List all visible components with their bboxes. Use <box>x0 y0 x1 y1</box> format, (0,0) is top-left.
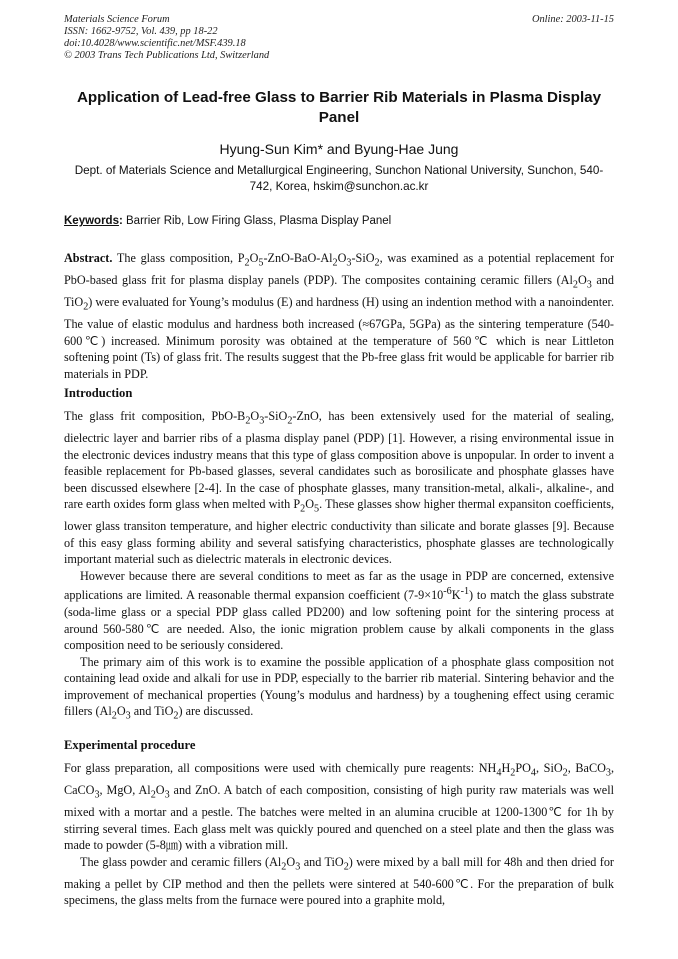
text: PO <box>515 761 531 775</box>
paragraph <box>64 654 614 726</box>
subscript: 2 <box>281 861 287 873</box>
text: and ZnO. A batch of each composition, consisting of high purity raw materials was well mixed with a mortar and a pestle. The batches were melted in an alumina crucible at 1200-1300℃ for 1h by stirring several times. Each glass melt was quickly poured and quenched on a steel plate and then the glass was made to powder (5-8㎛) with a vibration mill. <box>64 782 614 853</box>
subscript: 3 <box>346 257 352 269</box>
journal-header <box>64 14 614 62</box>
doi-line[interactable]: doi:10.4028/www.scientific.net/MSF.439.18 <box>64 38 246 49</box>
subscript: 2 <box>332 257 338 269</box>
abstract-text: ) were evaluated for Young’s modulus (E) and hardness (H) using an indention method with a nanoindenter. The value of elastic modulus and hardness both increased (≈67GPa, 5GPa) as the sintering temperature (540-600℃) increased. Minimum porosity was obtained at the temperature of 560℃ which is near Littleton softening point (Ts) of glass frit. The results suggest that the Pb-free glass frit would be applicable for barrier rib materials in PDP. <box>64 294 614 381</box>
subscript: 3 <box>164 789 170 801</box>
superscript: -6 <box>443 586 452 598</box>
subscript: 2 <box>572 279 578 291</box>
text: , CaCO <box>64 761 615 797</box>
text: O <box>305 497 315 512</box>
experimental-heading: Experimental procedure <box>64 738 196 752</box>
subscript: 3 <box>94 789 100 801</box>
text: The glass frit composition, PbO-B <box>64 409 246 423</box>
keywords-text: Barrier Rib, Low Firing Glass, Plasma Display Panel <box>122 215 392 227</box>
text: O <box>155 782 165 797</box>
superscript: -1 <box>460 586 470 598</box>
subscript: 3 <box>605 767 611 779</box>
subscript: 2 <box>300 503 306 515</box>
abstract-text: O <box>249 251 259 265</box>
affiliation: Dept. of Materials Science and Metallurgical Engineering, Sunchon National University, Sunchon, 540-742, Korea, hskim@sunchon.ac.kr <box>74 164 604 193</box>
subscript: 2 <box>287 415 293 427</box>
subscript: 4 <box>530 767 536 779</box>
issn-line: ISSN: 1662-9752, Vol. 439, pp 18-22 <box>64 26 218 37</box>
text: H <box>501 761 511 775</box>
paragraph <box>64 568 614 654</box>
text: O <box>250 409 260 423</box>
authors: Hyung-Sun Kim* and Byung-Hae Jung <box>219 141 459 157</box>
text: , SiO <box>536 761 563 775</box>
subscript: 2 <box>510 767 516 779</box>
subscript: 2 <box>83 301 89 313</box>
subscript: 2 <box>562 767 568 779</box>
subscript: 2 <box>244 257 250 269</box>
subscript: 2 <box>374 257 380 269</box>
text: The primary aim of this work is to examine the possible application of a phosphate glass composition not containing lead oxide and alkali for use in PDP, especially to the barrier rib material. Sintering behavior and the improvement of mechanical properties (Young’s modulus and hardness) by a toughening effect using ceramic fillers (Al <box>64 654 614 719</box>
text: However because there are several conditions to meet as far as the usage in PDP are concerned, extensive applications are limited. A reasonable thermal expansion coefficient (7-9×10 <box>64 568 614 603</box>
text: . These glasses show higher thermal expansiton coefficients, lower glass transiton temperature, and higher electric conductivity than silicate and borate glasses [9]. Because of this easy glass forming ability and several satisfying characteristics, phosphate glasses are technologically important material such as dielectric materals in electronic devices. <box>64 497 614 567</box>
keywords-label: Keywords <box>64 215 119 227</box>
copyright-line: © 2003 Trans Tech Publications Ltd, Switzerland <box>64 50 270 61</box>
paragraph <box>64 408 614 568</box>
subscript: 3 <box>259 415 265 427</box>
subscript: 3 <box>125 710 131 722</box>
subscript: 2 <box>245 415 251 427</box>
text: K <box>451 588 461 603</box>
abstract-text: O <box>337 251 347 265</box>
keywords <box>64 213 614 229</box>
text: ) were mixed by a ball mill for 48h and then dried for making a pellet by CIP method and then the pellets were sintered at 540-600℃. For the preparation of bulk specimens, the glass melts from the furnace were poured into a graphite mold, <box>64 854 614 908</box>
text: and TiO <box>130 704 174 719</box>
experimental-section <box>64 760 614 909</box>
text: The glass powder and ceramic fillers (Al <box>80 854 282 869</box>
subscript: 2 <box>150 789 156 801</box>
text: , MgO, Al <box>99 782 151 797</box>
introduction-section <box>64 408 614 725</box>
journal-name: Materials Science Forum <box>64 14 170 25</box>
text: and TiO <box>300 854 344 869</box>
subscript: 3 <box>295 861 301 873</box>
text: -SiO <box>264 409 288 423</box>
text: , BaCO <box>567 761 606 775</box>
subscript: 5 <box>258 257 264 269</box>
text: ) are discussed. <box>178 704 254 719</box>
abstract-text: The glass composition, P <box>112 251 245 265</box>
abstract-text: and TiO <box>64 272 614 309</box>
text: -ZnO, has been extensively used for the material of sealing, dielectric layer and barrier ribs of a plasma display panel (PDP) [1]. However, a rising environmental issue in the electronic devices industry means that this type of glass composition above is unpopular. In order to invent a feasible replacement for Pb-based glasses, several candidates such as borosilicate and phosphate glasses have been discussed elsewhere [2-4]. In the case of phosphate glasses, many transition-metal, alkali-, alkaline-, and rare earth oxides form glass when melted with P <box>64 409 614 512</box>
text: O <box>116 704 126 719</box>
subscript: 4 <box>496 767 502 779</box>
introduction-heading: Introduction <box>64 386 133 400</box>
online-date: Online: 2003-11-15 <box>531 14 614 25</box>
subscript: 2 <box>343 861 349 873</box>
abstract-text: O <box>577 272 587 287</box>
abstract-text: -SiO <box>351 251 375 265</box>
text: For glass preparation, all compositions were used with chemically pure reagents: NH <box>64 761 497 775</box>
subscript: 5 <box>314 503 320 515</box>
paragraph <box>64 760 614 854</box>
abstract-text: , was examined as a potential replacement for PbO-based glass frit for plasma display panels (PDP). The composites containing ceramic fillers (Al <box>64 251 615 287</box>
abstract-text: -ZnO-BaO-Al <box>263 251 333 265</box>
text: ) to match the glass substrate (soda-lime glass or a special PDP glass called PD200) and low softening point for the sintering process at around 560-580℃ are needed. Also, the ionic migration problem cause by alkali components in the glass composition need to be seriously considered. <box>64 588 614 653</box>
subscript: 2 <box>173 710 179 722</box>
paper-title: Application of Lead-free Glass to Barrier Rib Materials in Plasma Display Panel <box>76 89 602 126</box>
keywords-colon: : <box>118 215 123 227</box>
subscript: 2 <box>111 710 117 722</box>
abstract-label: Abstract. <box>64 251 113 265</box>
text: O <box>286 854 296 869</box>
paragraph <box>64 854 614 909</box>
subscript: 3 <box>586 279 592 291</box>
abstract <box>64 250 614 382</box>
